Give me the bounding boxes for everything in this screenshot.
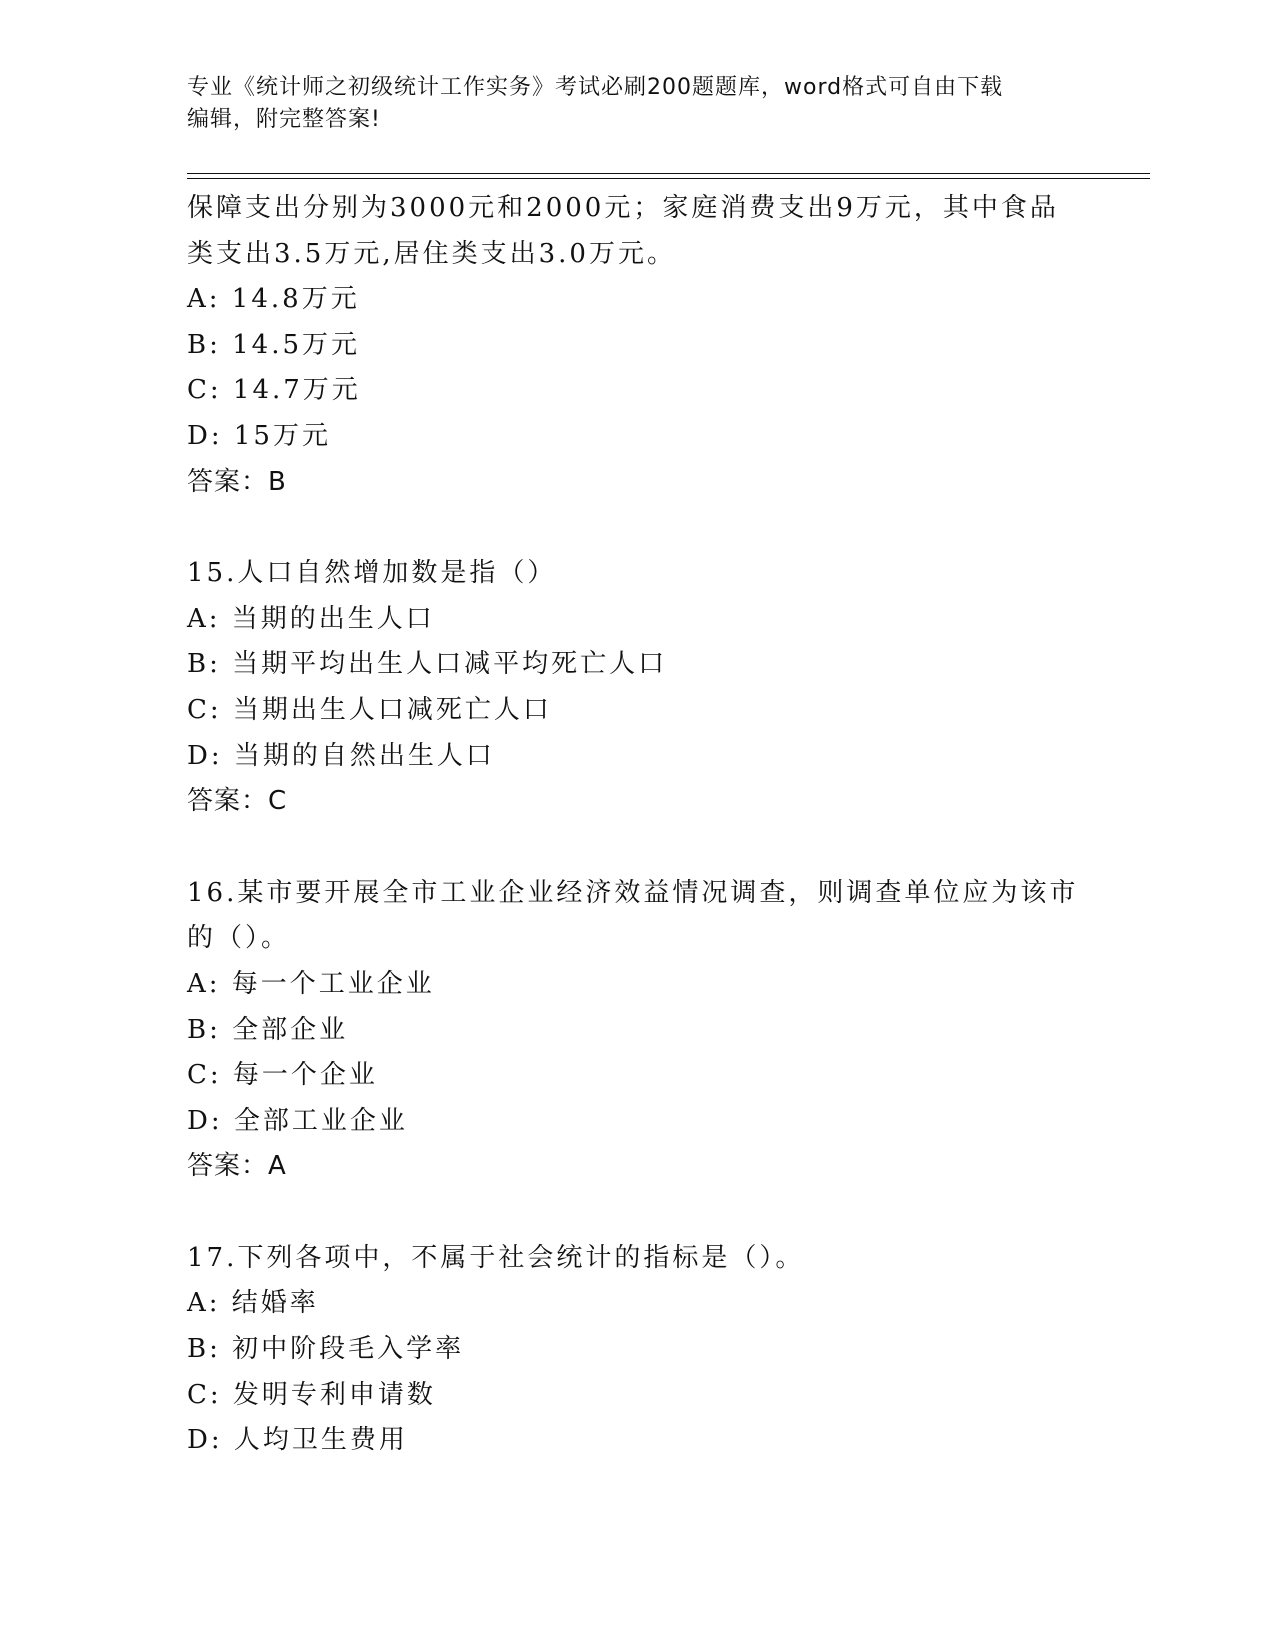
question-16-answer: 答案：A: [187, 1151, 287, 1182]
question-14: [187, 186, 1087, 505]
question-17-option-a: A: 结婚率: [187, 1288, 319, 1319]
question-list: [187, 186, 1087, 1464]
header-rule-top: [187, 173, 1150, 174]
page-header: [187, 72, 1087, 136]
question-17-option-d: D: 人均卫生费用: [187, 1425, 408, 1456]
question-16-option-b: B: 全部企业: [187, 1014, 349, 1045]
question-17: [187, 1236, 1087, 1464]
spacer: [187, 505, 1087, 551]
spacer: [187, 825, 1087, 871]
question-14-text-line-2: 类支出3.5万元,居住类支出3.0万元。: [187, 238, 676, 269]
question-15-option-b: B: 当期平均出生人口减平均死亡人口: [187, 649, 668, 680]
question-16-option-c: C: 每一个企业: [187, 1060, 378, 1091]
header-line-2: 编辑，附完整答案!: [187, 107, 381, 132]
question-14-option-c: C: 14.7万元: [187, 375, 361, 406]
question-15-option-a: A: 当期的出生人口: [187, 603, 435, 634]
question-16-option-d: D: 全部工业企业: [187, 1105, 408, 1136]
question-15-stem: 15.人口自然增加数是指（）: [187, 558, 557, 589]
spacer: [187, 1190, 1087, 1236]
question-16-stem-line-2: 的（）。: [187, 923, 291, 954]
question-16: [187, 871, 1087, 1190]
question-16-option-a: A: 每一个工业企业: [187, 968, 435, 999]
header-line-1: 专业《统计师之初级统计工作实务》考试必刷200题题库，word格式可自由下载: [187, 75, 1004, 100]
question-17-option-b: B: 初中阶段毛入学率: [187, 1334, 465, 1365]
question-14-option-a: A: 14.8万元: [187, 284, 360, 315]
question-14-option-b: B: 14.5万元: [187, 329, 361, 360]
question-14-option-d: D: 15万元: [187, 420, 331, 451]
question-15-answer: 答案：C: [187, 786, 288, 817]
question-15: [187, 551, 1087, 825]
question-17-stem: 17.下列各项中，不属于社会统计的指标是（）。: [187, 1242, 805, 1273]
question-15-option-d: D: 当期的自然出生人口: [187, 740, 495, 771]
question-15-option-c: C: 当期出生人口减死亡人口: [187, 694, 552, 725]
header-rule-bottom: [187, 178, 1150, 179]
question-16-stem-line-1: 16.某市要开展全市工业企业经济效益情况调查，则调查单位应为该市: [187, 877, 1079, 908]
question-14-text-line-1: 保障支出分别为3000元和2000元；家庭消费支出9万元，其中食品: [187, 193, 1059, 223]
question-14-answer: 答案：B: [187, 466, 287, 497]
question-17-option-c: C: 发明专利申请数: [187, 1379, 436, 1410]
